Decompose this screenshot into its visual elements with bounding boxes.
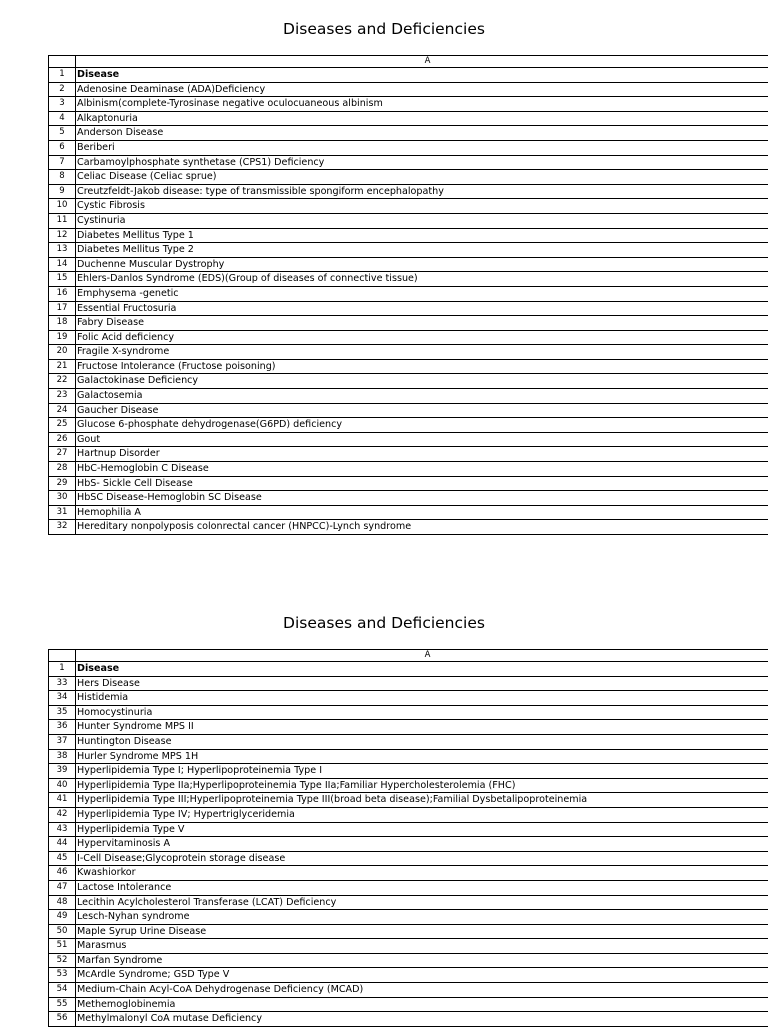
row-number: 11 xyxy=(49,213,76,228)
disease-name: Albinism(complete-Tyrosinase negative oculocuaneous albinism xyxy=(76,97,768,112)
disease-name: HbSC Disease-Hemoglobin SC Disease xyxy=(76,491,768,506)
disease-table-body xyxy=(49,650,768,1027)
row-number: 46 xyxy=(49,866,76,881)
table-row xyxy=(49,983,768,998)
table-row xyxy=(49,184,768,199)
row-number: 5 xyxy=(49,126,76,141)
row-number: 6 xyxy=(49,140,76,155)
table-row xyxy=(49,720,768,735)
disease-name: Fructose Intolerance (Fructose poisoning) xyxy=(76,359,768,374)
table-row xyxy=(49,705,768,720)
table-row xyxy=(49,491,768,506)
disease-name: Methemoglobinemia xyxy=(76,997,768,1012)
disease-name: Fragile X-syndrome xyxy=(76,345,768,360)
table-row xyxy=(49,359,768,374)
disease-name: Hemophilia A xyxy=(76,505,768,520)
row-number: 56 xyxy=(49,1012,76,1027)
table-row xyxy=(49,807,768,822)
row-number: 36 xyxy=(49,720,76,735)
row-number: 35 xyxy=(49,705,76,720)
table-row xyxy=(49,462,768,477)
table-row xyxy=(49,764,768,779)
table-row xyxy=(49,418,768,433)
row-number: 32 xyxy=(49,520,76,535)
table-row xyxy=(49,389,768,404)
table-row xyxy=(49,749,768,764)
disease-name: HbS- Sickle Cell Disease xyxy=(76,476,768,491)
disease-name: HbC-Hemoglobin C Disease xyxy=(76,462,768,477)
row-number: 9 xyxy=(49,184,76,199)
table-row xyxy=(49,924,768,939)
row-number: 29 xyxy=(49,476,76,491)
disease-name: Anderson Disease xyxy=(76,126,768,141)
disease-table xyxy=(48,55,768,535)
table-row xyxy=(49,778,768,793)
table-row xyxy=(49,676,768,691)
row-number: 37 xyxy=(49,734,76,749)
table-row xyxy=(49,301,768,316)
table-row xyxy=(49,997,768,1012)
row-number: 49 xyxy=(49,910,76,925)
row-number: 2 xyxy=(49,82,76,97)
row-number: 14 xyxy=(49,257,76,272)
disease-name: Histidemia xyxy=(76,691,768,706)
row-number: 50 xyxy=(49,924,76,939)
row-number: 27 xyxy=(49,447,76,462)
disease-name: Glucose 6-phosphate dehydrogenase(G6PD) deficiency xyxy=(76,418,768,433)
table-row xyxy=(49,476,768,491)
disease-name: Homocystinuria xyxy=(76,705,768,720)
row-number: 33 xyxy=(49,676,76,691)
disease-name: Hunter Syndrome MPS II xyxy=(76,720,768,735)
disease-name: Kwashiorkor xyxy=(76,866,768,881)
row-number: 39 xyxy=(49,764,76,779)
row-number: 52 xyxy=(49,953,76,968)
disease-name: Hereditary nonpolyposis colonrectal cancer (HNPCC)-Lynch syndrome xyxy=(76,520,768,535)
disease-name: Hers Disease xyxy=(76,676,768,691)
row-number: 51 xyxy=(49,939,76,954)
disease-name: Medium-Chain Acyl-CoA Dehydrogenase Deficiency (MCAD) xyxy=(76,983,768,998)
row-number: 20 xyxy=(49,345,76,360)
table-row xyxy=(49,272,768,287)
disease-name: Folic Acid deficiency xyxy=(76,330,768,345)
table-row xyxy=(49,374,768,389)
row-number: 10 xyxy=(49,199,76,214)
table-row xyxy=(49,851,768,866)
header-label: Disease xyxy=(76,68,768,83)
corner-cell xyxy=(49,56,76,68)
disease-name: Duchenne Muscular Dystrophy xyxy=(76,257,768,272)
row-number: 38 xyxy=(49,749,76,764)
row-number: 42 xyxy=(49,807,76,822)
disease-name: Huntington Disease xyxy=(76,734,768,749)
row-number: 16 xyxy=(49,286,76,301)
disease-name: Hyperlipidemia Type III;Hyperlipoproteinemia Type III(broad beta disease);Familial Dysbetalipoproteinemia xyxy=(76,793,768,808)
corner-cell xyxy=(49,650,76,662)
disease-name: McArdle Syndrome; GSD Type V xyxy=(76,968,768,983)
row-number: 24 xyxy=(49,403,76,418)
column-letter: A xyxy=(76,56,768,68)
row-number: 23 xyxy=(49,389,76,404)
row-number: 54 xyxy=(49,983,76,998)
disease-name: Hartnup Disorder xyxy=(76,447,768,462)
table-row xyxy=(49,447,768,462)
table-row xyxy=(49,403,768,418)
disease-name: Fabry Disease xyxy=(76,316,768,331)
row-number: 19 xyxy=(49,330,76,345)
row-number: 25 xyxy=(49,418,76,433)
row-number: 18 xyxy=(49,316,76,331)
row-number: 28 xyxy=(49,462,76,477)
row-number: 4 xyxy=(49,111,76,126)
header-label: Disease xyxy=(76,662,768,677)
table-row xyxy=(49,126,768,141)
table-row xyxy=(49,968,768,983)
disease-name: Essential Fructosuria xyxy=(76,301,768,316)
disease-name: Emphysema -genetic xyxy=(76,286,768,301)
disease-name: Galactosemia xyxy=(76,389,768,404)
table-row xyxy=(49,111,768,126)
page-title: Diseases and Deficiencies xyxy=(0,613,768,633)
disease-name: Adenosine Deaminase (ADA)Deficiency xyxy=(76,82,768,97)
table-row xyxy=(49,316,768,331)
disease-name: Lesch-Nyhan syndrome xyxy=(76,910,768,925)
table-row xyxy=(49,910,768,925)
table-row xyxy=(49,228,768,243)
table-row xyxy=(49,953,768,968)
disease-name: Diabetes Mellitus Type 1 xyxy=(76,228,768,243)
row-number: 15 xyxy=(49,272,76,287)
disease-name: Beriberi xyxy=(76,140,768,155)
disease-name: Alkaptonuria xyxy=(76,111,768,126)
row-number: 3 xyxy=(49,97,76,112)
disease-name: Hyperlipidemia Type I; Hyperlipoproteinemia Type I xyxy=(76,764,768,779)
page-title: Diseases and Deficiencies xyxy=(0,19,768,39)
disease-name: Cystic Fibrosis xyxy=(76,199,768,214)
row-number: 7 xyxy=(49,155,76,170)
table-row xyxy=(49,213,768,228)
disease-name: Lactose Intolerance xyxy=(76,880,768,895)
table-row xyxy=(49,837,768,852)
row-number: 12 xyxy=(49,228,76,243)
table-row xyxy=(49,243,768,258)
table-row xyxy=(49,505,768,520)
disease-name: Hyperlipidemia Type IV; Hypertriglyceridemia xyxy=(76,807,768,822)
table-row xyxy=(49,691,768,706)
row-number: 40 xyxy=(49,778,76,793)
disease-name: Diabetes Mellitus Type 2 xyxy=(76,243,768,258)
disease-name: Gout xyxy=(76,432,768,447)
row-number: 26 xyxy=(49,432,76,447)
row-number: 22 xyxy=(49,374,76,389)
column-header-row xyxy=(49,650,768,662)
column-header-row xyxy=(49,56,768,68)
disease-name: Marfan Syndrome xyxy=(76,953,768,968)
table-row xyxy=(49,155,768,170)
table-row xyxy=(49,866,768,881)
disease-name: Creutzfeldt-Jakob disease: type of transmissible spongiform encephalopathy xyxy=(76,184,768,199)
table-row xyxy=(49,793,768,808)
row-number: 44 xyxy=(49,837,76,852)
disease-name: Maple Syrup Urine Disease xyxy=(76,924,768,939)
row-number: 1 xyxy=(49,68,76,83)
disease-name: Hypervitaminosis A xyxy=(76,837,768,852)
row-number: 53 xyxy=(49,968,76,983)
table-row xyxy=(49,257,768,272)
column-letter: A xyxy=(76,650,768,662)
table-row xyxy=(49,170,768,185)
table-row xyxy=(49,432,768,447)
row-number: 43 xyxy=(49,822,76,837)
row-number: 30 xyxy=(49,491,76,506)
row-number: 48 xyxy=(49,895,76,910)
disease-name: Hurler Syndrome MPS 1H xyxy=(76,749,768,764)
row-number: 13 xyxy=(49,243,76,258)
row-number: 8 xyxy=(49,170,76,185)
disease-name: Methylmalonyl CoA mutase Deficiency xyxy=(76,1012,768,1027)
row-number: 31 xyxy=(49,505,76,520)
table-header-row xyxy=(49,68,768,83)
disease-name: Hyperlipidemia Type IIa;Hyperlipoproteinemia Type IIa;Familiar Hypercholesterolemia (FHC) xyxy=(76,778,768,793)
table-row xyxy=(49,345,768,360)
table-row xyxy=(49,1012,768,1027)
disease-name: Hyperlipidemia Type V xyxy=(76,822,768,837)
table-row xyxy=(49,880,768,895)
table-header-row xyxy=(49,662,768,677)
disease-table-body xyxy=(49,56,768,535)
row-number: 41 xyxy=(49,793,76,808)
disease-name: Celiac Disease (Celiac sprue) xyxy=(76,170,768,185)
table-row xyxy=(49,895,768,910)
table-row xyxy=(49,330,768,345)
disease-name: Galactokinase Deficiency xyxy=(76,374,768,389)
disease-table xyxy=(48,649,768,1027)
row-number: 55 xyxy=(49,997,76,1012)
row-number: 1 xyxy=(49,662,76,677)
table-row xyxy=(49,199,768,214)
row-number: 21 xyxy=(49,359,76,374)
disease-name: Gaucher Disease xyxy=(76,403,768,418)
table-row xyxy=(49,82,768,97)
table-row xyxy=(49,822,768,837)
table-row xyxy=(49,97,768,112)
table-row xyxy=(49,939,768,954)
table-row xyxy=(49,140,768,155)
row-number: 17 xyxy=(49,301,76,316)
disease-name: Carbamoylphosphate synthetase (CPS1) Deficiency xyxy=(76,155,768,170)
row-number: 47 xyxy=(49,880,76,895)
row-number: 34 xyxy=(49,691,76,706)
disease-name: Marasmus xyxy=(76,939,768,954)
table-row xyxy=(49,286,768,301)
disease-name: Ehlers-Danlos Syndrome (EDS)(Group of diseases of connective tissue) xyxy=(76,272,768,287)
table-row xyxy=(49,520,768,535)
disease-name: I-Cell Disease;Glycoprotein storage disease xyxy=(76,851,768,866)
table-row xyxy=(49,734,768,749)
disease-name: Cystinuria xyxy=(76,213,768,228)
disease-name: Lecithin Acylcholesterol Transferase (LCAT) Deficiency xyxy=(76,895,768,910)
row-number: 45 xyxy=(49,851,76,866)
